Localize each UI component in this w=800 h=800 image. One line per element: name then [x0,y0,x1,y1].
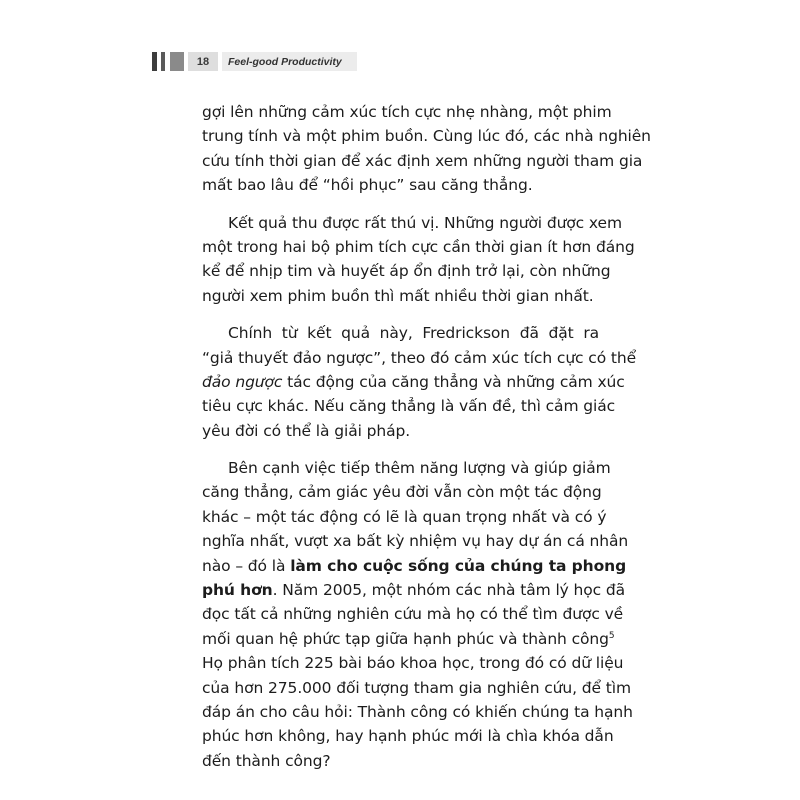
text-segment: đến thành công? [202,751,331,770]
text-line [202,578,626,602]
footnote-reference: 5 [608,630,615,641]
text-line [202,627,615,651]
text-segment: một trong hai bộ phim tích cực cần thời gian ít hơn đáng [202,237,635,256]
text-segment: đáp án cho câu hỏi: Thành công có khiến chúng ta hạnh [202,702,633,721]
text-line [202,651,624,675]
bold-text: phú hơn [202,581,273,600]
text-segment: Họ phân tích 225 bài báo khoa học, trong đó có dữ liệu [202,654,624,673]
italic-text: đảo ngược [202,372,283,391]
header-bar-decoration [170,52,184,71]
text-segment: đọc tất cả những nghiên cứu mà họ có thể tìm được về [202,605,624,624]
paragraph [202,456,633,773]
paragraph [202,321,637,443]
text-segment: khác – một tác động có lẽ là quan trọng nhất và có ý [202,507,607,526]
text-line [202,749,599,773]
bold-text: làm cho cuộc sống của chúng ta phong [290,556,627,575]
text-segment: nghĩa nhất, vượt xa bất kỳ nhiệm vụ hay dự án cá nhân [202,532,629,551]
text-line [202,529,629,553]
text-line [202,724,614,748]
header-bar-decoration [152,52,157,71]
running-title: Feel-good Productivity [222,52,357,71]
text-line [202,676,631,700]
text-segment: tác động của căng thẳng và những cảm xúc [282,372,625,391]
text-line [202,100,612,124]
text-segment: Kết quả thu được rất thú vị. Những người được xem [228,213,622,232]
text-segment: “giả thuyết đảo ngược”, theo đó cảm xúc tích cực có thể [202,348,637,367]
text-line [202,554,627,578]
text-line [202,700,633,724]
text-line [202,602,624,626]
text-segment: mối quan hệ phức tạp giữa hạnh phúc và thành công [202,629,609,648]
text-segment: căng thẳng, cảm giác yêu đời vẫn còn một tác động [202,483,602,502]
text-segment: . Năm 2005, một nhóm các nhà tâm lý học đã [272,581,626,600]
text-segment: tiêu cực khác. Nếu căng thẳng là vấn đề, thì cảm giác [202,397,616,416]
paragraph [202,211,635,309]
text-segment: Chính từ kết quả này, Fredrickson đã đặt ra [228,324,599,343]
text-line [202,211,622,235]
text-segment: nào – đó là [202,556,291,575]
text-segment: mất bao lâu để “hồi phục” sau căng thẳng. [202,176,533,195]
page-header [152,52,357,71]
text-line [202,124,651,148]
text-line [202,321,599,345]
text-segment: gợi lên những cảm xúc tích cực nhẹ nhàng, một phim [202,103,612,121]
text-line [202,259,611,283]
text-segment: trung tính và một phim buồn. Cùng lúc đó, các nhà nghiên [202,127,651,146]
text-line [202,173,599,197]
text-line [202,394,616,418]
text-line [202,149,643,173]
text-segment: người xem phim buồn thì mất nhiều thời gian nhất. [202,286,594,305]
text-line [202,505,607,529]
text-segment: kể để nhịp tim và huyết áp ổn định trở lại, còn những [202,262,611,281]
text-line [202,346,637,370]
text-segment: phúc hơn không, hay hạnh phúc mới là chìa khóa dẫn [202,727,614,746]
text-segment: yêu đời có thể là giải pháp. [202,421,411,440]
body-text [202,100,651,786]
text-line [202,370,625,394]
text-segment: Bên cạnh việc tiếp thêm năng lượng và giúp giảm [228,459,611,478]
header-bar-decoration [161,52,165,71]
text-line [202,419,599,443]
text-segment: của hơn 275.000 đối tượng tham gia nghiên cứu, để tìm [202,678,631,697]
text-line [202,480,602,504]
text-line [202,284,599,308]
text-line [202,235,635,259]
paragraph [202,100,651,198]
text-line [202,456,611,480]
page-number: 18 [188,52,218,71]
text-segment: cứu tính thời gian để xác định xem những người tham gia [202,151,643,170]
